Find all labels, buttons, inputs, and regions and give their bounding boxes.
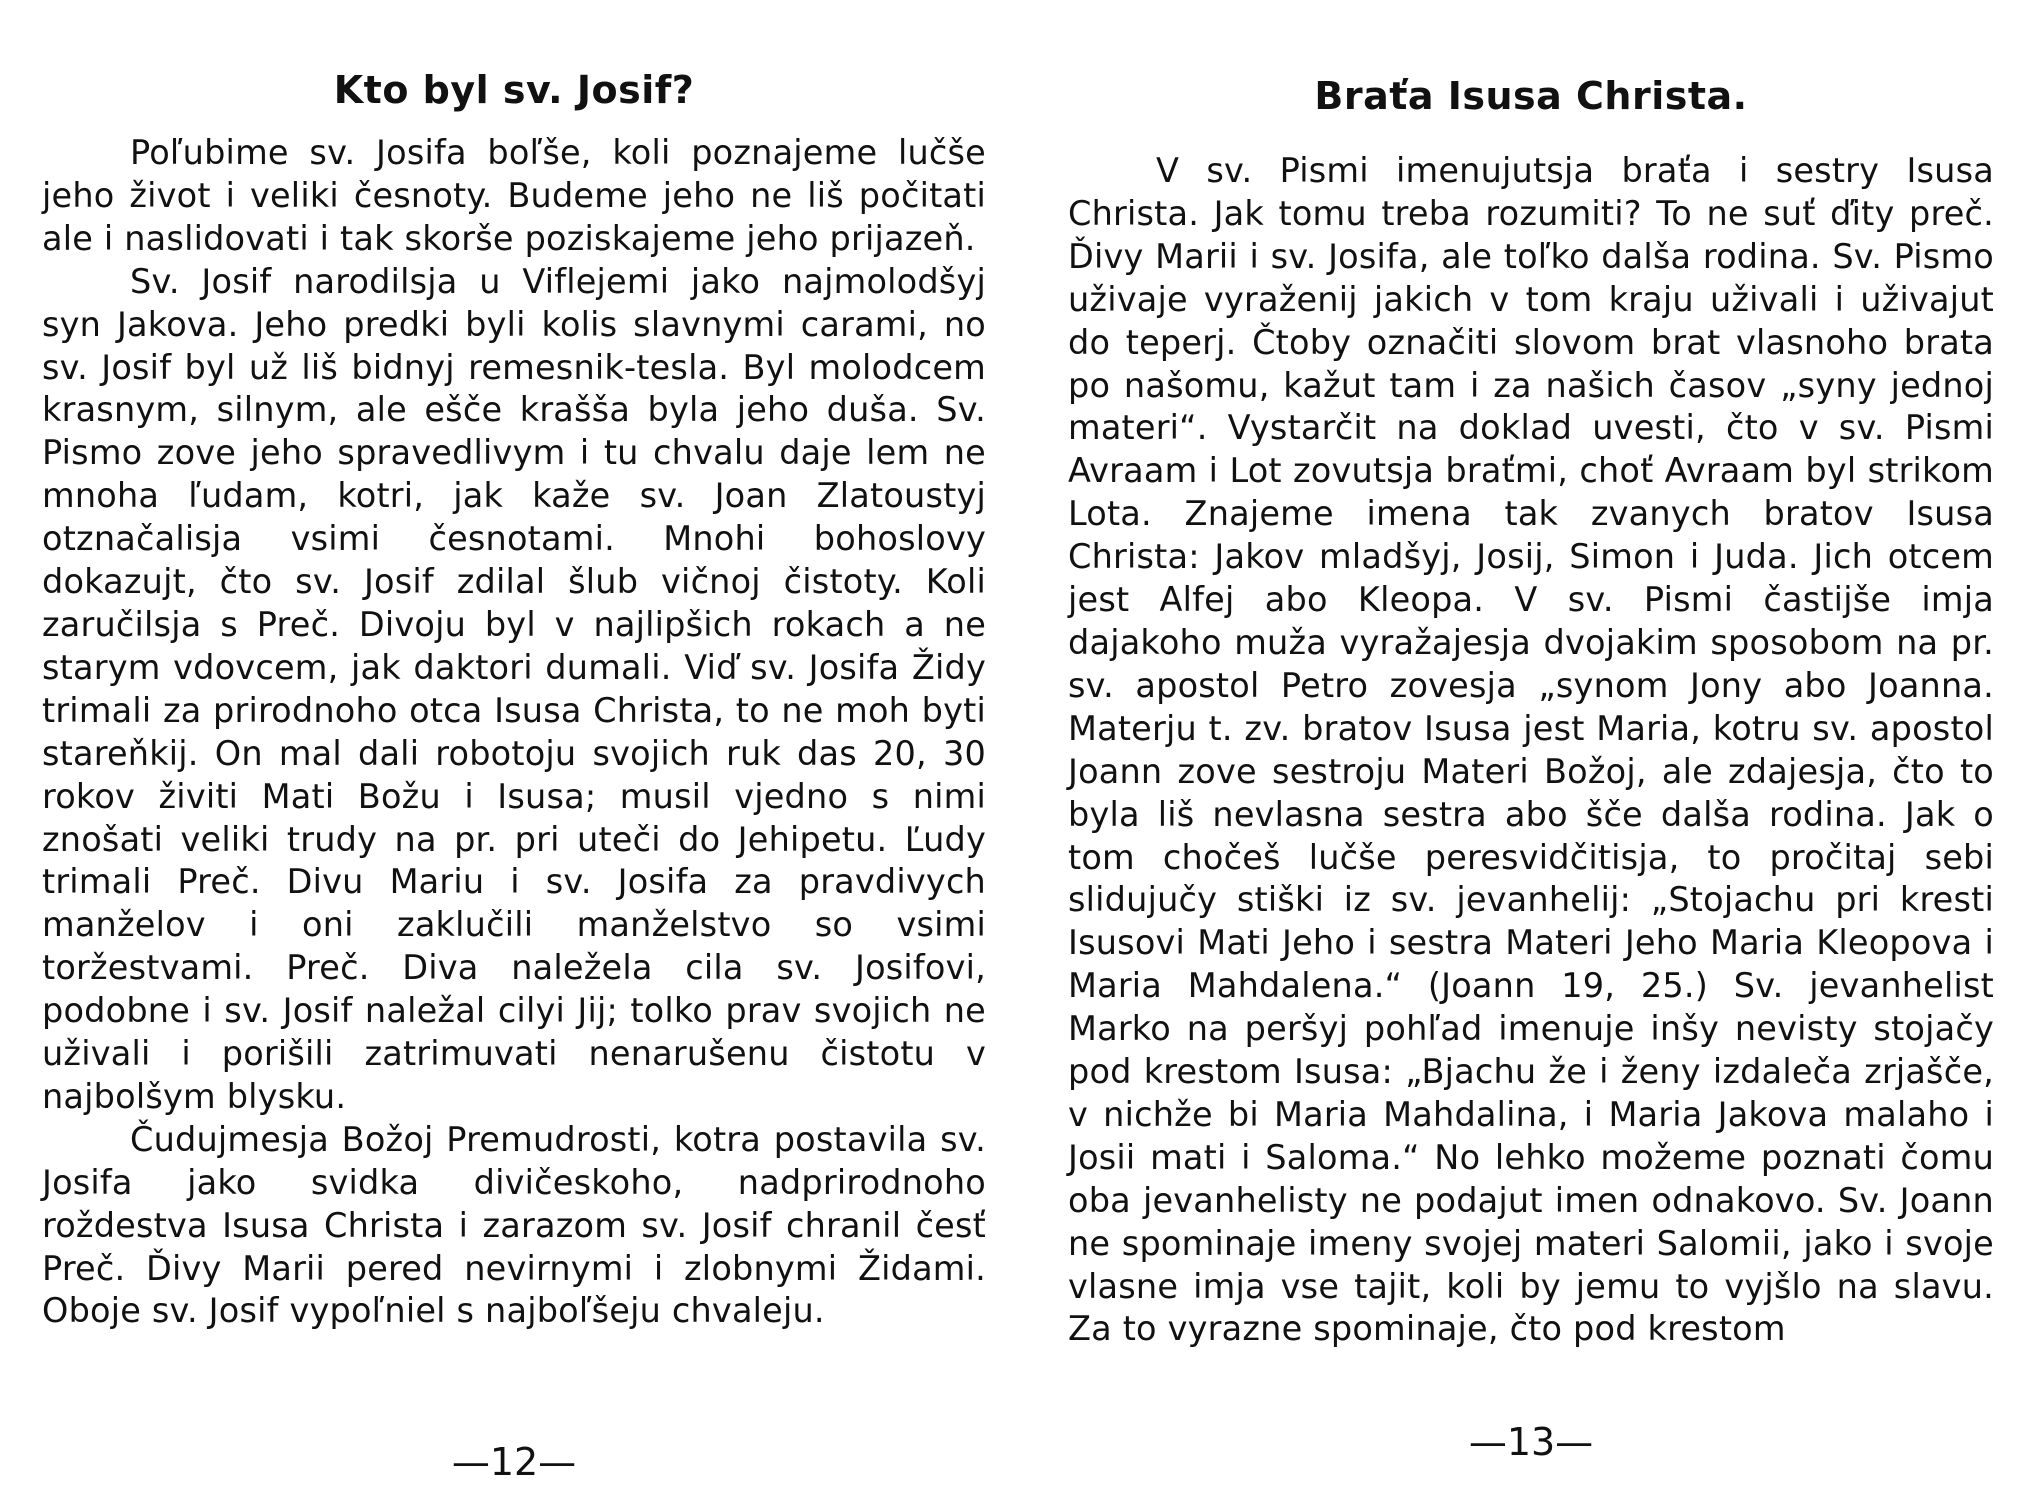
left-page-number: —12— [451,1440,577,1484]
right-page-number: —13— [1468,1420,1594,1464]
right-page-title: Braťa Isusa Christa. [1314,74,1748,118]
left-page [42,0,986,1500]
left-paragraph-3: Čudujmesja Božoj Premudrosti, kotra postavila sv. Josifa jako svidka divičeskoho, nadprirodnoho roždestva Isusa Christa i zarazom sv. Josif chranil česť Preč. Ďivy Marii pered nevirnymi i zlobnymi Židami. Oboje sv. Josif vypoľniel s najboľšeju chvaleju. [42,1119,986,1331]
left-page-title: Kto byl sv. Josif? [333,68,695,112]
right-paragraph-1: V sv. Pismi imenujutsja braťa i sestry Isusa Christa. Jak tomu treba rozumiti? To ne suť ďity preč. Ďivy Marii i sv. Josifa, ale toľko dalša rodina. Sv. Pismo uživaje vyraženij jakich v tom kraju uživali i uživajut do teperj. Čtoby označiti slovom brat vlasnoho brata po našomu, kažut tam i za našich časov „syny jednoj materi“. Vystarčit na doklad uvesti, čto v sv. Pismi Avraam i Lot zovutsja braťmi, choť Avraam byl strikom Lota. Znajeme imena tak zvanych bratov Isusa Christa: Jakov mladšyj, Josij, Simon i Juda. Jich otcem jest Alfej abo Kleopa. V sv. Pismi častijše imja dajakoho muža vyražajesja dvojakim sposobom na pr. sv. apostol Petro zovesja „synom Jony abo Joanna. Materju t. zv. bratov Isusa jest Maria, kotru sv. apostol Joann zove sestroju Materi Božoj, ale zdajesja, čto to byla liš nevlasna sestra abo šče dalša rodina. Jak o tom chočeš lučše peresvidčitisja, to pročitaj sebi slidujučy stiški iz sv. jevanhelij: „Stojachu pri kresti Isusovi Mati Jeho i sestra Materi Jeho Maria Kleopova i Maria Mahdalena.“ (Joann 19, 25.) Sv. jevanhelist Marko na peršyj pohľad imenuje inšy nevisty stojačy pod krestom Isusa: „Bjachu že i ženy izdaleča zrjašče, v nichže bi Maria Mahdalina, i Maria Jakova malaho i Josii mati i Saloma.“ No lehko možeme poznati čomu oba jevanhelisty ne podajut imen odnakovo. Sv. Joann ne spominaje imeny svojej materi Salomii, jako i svoje vlasne imja vse tajit, koli by jemu to vyjšlo na slavu. Za to vyrazne spominaje, čto pod krestom [1068,151,1994,1349]
right-page-body [1068,150,1994,1351]
right-page [1068,0,1994,1500]
left-page-body [42,132,986,1333]
left-paragraph-2: Sv. Josif narodilsja u Viflejemi jako najmolodšyj syn Jakova. Jeho predki byli kolis slavnymi carami, no sv. Josif byl už liš bidnyj remesnik-tesla. Byl molodcem krasnym, silnym, ale ešče krašša byla jeho duša. Sv. Pismo zove jeho spravedlivym i tu chvalu daje lem ne mnoha ľudam, kotri, jak kaže sv. Joan Zlatoustyj otznačalisja vsimi česnotami. Mnohi bohoslovy dokazujt, čto sv. Josif zdilal šlub vičnoj čistoty. Koli zaručilsja s Preč. Divoju byl v najlipšich rokach a ne starym vdovcem, jak daktori dumali. Viď sv. Josifa Židy trimali za prirodnoho otca Isusa Christa, to ne moh byti stareňkij. On mal dali robotoju svojich ruk das 20, 30 rokov živiti Mati Božu i Isusa; musil vjedno s nimi znošati veliki trudy na pr. pri uteči do Jehipetu. Ľudy trimali Preč. Divu Mariu i sv. Josifa za pravdivych manželov i oni zaklučili manželstvo so vsimi toržestvami. Preč. Diva naležela cila sv. Josifovi, podobne i sv. Josif naležal cilyi Jij; tolko prav svojich ne uživali i porišili zatrimuvati nenarušenu čistotu v najbolšym blysku. [42,261,986,1116]
left-paragraph-1: Poľubime sv. Josifa boľše, koli poznajeme lučše jeho život i veliki česnoty. Budeme jeho ne liš počitati ale i naslidovati i tak skorše poziskajeme jeho prijazeň. [42,133,986,258]
